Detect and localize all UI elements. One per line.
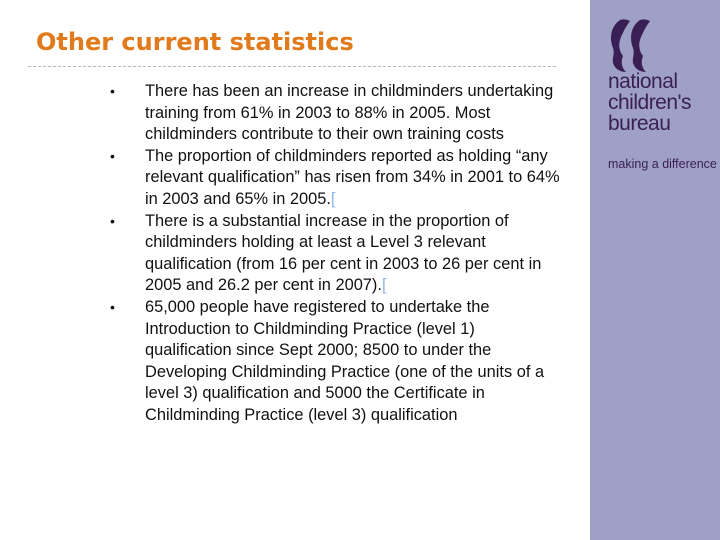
reference-link[interactable]: [ xyxy=(381,276,387,295)
bullet-item xyxy=(110,146,560,211)
bullet-text: There is a substantial increase in the proportion of childminders holding at least a Level 3 relevant qualification (from 16 per cent in 2003 to 26 per cent in 2005 and 26.2 per cent in 2007). xyxy=(145,211,542,295)
bullet-item xyxy=(110,297,560,427)
bullet-item xyxy=(110,211,560,297)
bullet-list xyxy=(110,81,560,427)
slide-title: Other current statistics xyxy=(36,28,354,56)
logo-faces-icon xyxy=(606,18,656,74)
logo-tagline: making a difference xyxy=(608,157,717,171)
reference-link[interactable]: [ xyxy=(330,189,336,208)
logo-line: children's xyxy=(608,91,692,114)
bullet-text: The proportion of childminders reported as holding “any relevant qualification” has risen from 34% in 2001 to 64% in 2003 and 65% in 2005. xyxy=(145,146,560,208)
brand-sidebar xyxy=(590,0,720,540)
bullet-text: 65,000 people have registered to undertake the Introduction to Childminding Practice (level 1) qualification since Sept 2000; 8500 to under the Developing Childminding Practice (one of the units of a level 3) qualification and 5000 the Certificate in Childminding Practice (level 3) qualification xyxy=(145,297,545,424)
bullet-icon: • xyxy=(110,212,115,229)
logo-line: bureau xyxy=(608,112,671,135)
logo-wordmark xyxy=(608,71,691,134)
bullet-item xyxy=(110,81,560,146)
bullet-icon: • xyxy=(110,83,115,99)
bullet-icon: • xyxy=(110,147,115,164)
bullet-icon: • xyxy=(110,298,115,315)
bullet-text: There has been an increase in childminders undertaking training from 61% in 2003 to 88% in 2005. Most childminders contribute to their own training costs xyxy=(145,82,554,144)
logo-line: national xyxy=(608,70,678,93)
title-divider xyxy=(28,66,556,67)
